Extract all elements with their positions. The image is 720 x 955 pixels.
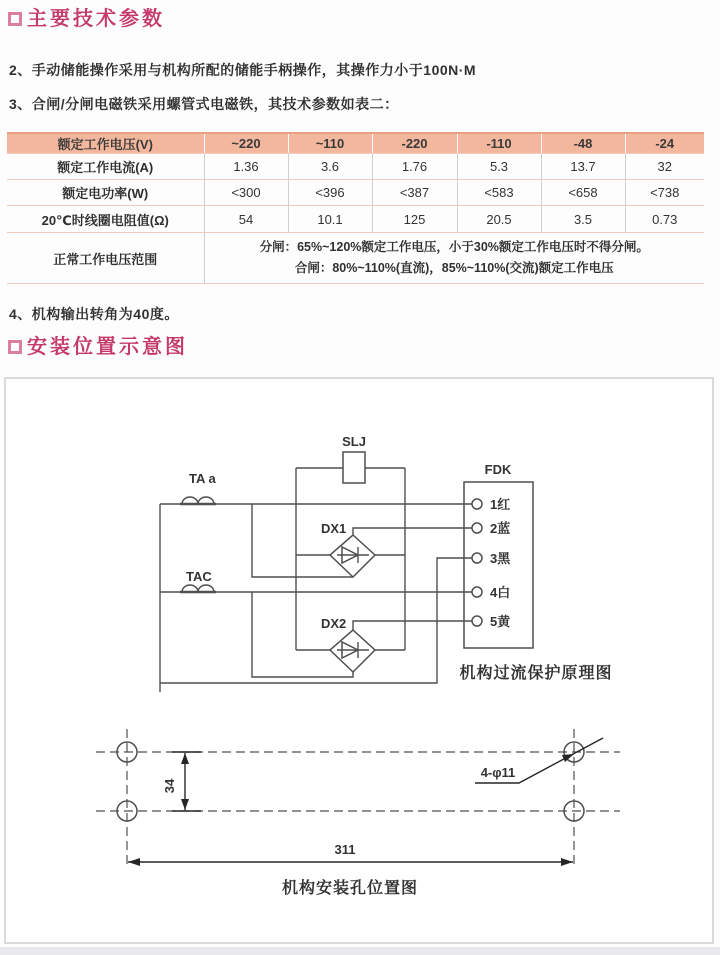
cell: <738 [625, 180, 704, 206]
section-square-icon [8, 12, 22, 26]
cell: <658 [541, 180, 625, 206]
dim311-text: 311 [334, 842, 356, 857]
table-header-row [7, 133, 704, 154]
header-label: 额定工作电压(V) [7, 133, 204, 154]
voltage-range-cell [204, 233, 704, 284]
circuit-diagram [160, 434, 613, 692]
terminal-1-label: 1红 [490, 497, 511, 512]
cell: 5.3 [457, 154, 541, 180]
paragraph-item-2: 2、手动储能操作采用与机构所配的储能手柄操作，其操作力小于100N·M [9, 62, 477, 78]
dx1-label: DX1 [321, 521, 347, 536]
section-title-install [8, 336, 188, 358]
section-square-icon [8, 340, 22, 354]
row-label: 额定电功率(W) [7, 180, 204, 206]
table-row [7, 180, 704, 206]
header-value: -48 [541, 133, 625, 154]
terminal-3 [472, 553, 482, 563]
range-line-open: 分闸：65%~120%额定工作电压，小于30%额定工作电压时不得分闸。 [259, 240, 649, 254]
wire-dx1-bottom [252, 504, 353, 577]
terminal-5-label: 5黄 [490, 614, 511, 629]
dx2-bridge [330, 630, 375, 672]
range-line-close: 合闸：80%~110%(直流)，85%~110%(交流)额定工作电压 [294, 261, 614, 275]
cell: 1.36 [204, 154, 288, 180]
cell: <583 [457, 180, 541, 206]
paragraph-item-4: 4、机构输出转角为40度。 [9, 306, 179, 322]
terminal-5 [472, 616, 482, 626]
terminal-1 [472, 499, 482, 509]
section-title-tech-params [8, 8, 165, 30]
slj-label: SLJ [342, 434, 366, 449]
cell: 32 [625, 154, 704, 180]
cell: <300 [204, 180, 288, 206]
terminal-2-label: 2蓝 [490, 521, 511, 536]
cell: 3.6 [288, 154, 372, 180]
dim34-text: 34 [162, 778, 177, 794]
slj-relay-box [343, 452, 365, 483]
circuit-caption: 机构过流保护原理图 [459, 665, 613, 682]
terminal-3-label: 3黑 [490, 551, 511, 566]
row-label: 正常工作电压范围 [7, 233, 204, 284]
page-bottom-strip [0, 947, 720, 955]
wire-dx1-to-terminal2 [353, 528, 472, 535]
dx1-bridge [330, 535, 375, 577]
header-value: ~220 [204, 133, 288, 154]
table-row [7, 154, 704, 180]
paragraph-item-3: 3、合闸/分闸电磁铁采用螺管式电磁铁，其技术参数如表二： [9, 96, 399, 112]
cell: 20.5 [457, 206, 541, 233]
ta-label: TA a [189, 471, 216, 486]
dim34-arrow-up [181, 753, 189, 764]
row-label: 20℃时线圈电阻值(Ω) [7, 206, 204, 233]
cell: <387 [372, 180, 457, 206]
cell: 54 [204, 206, 288, 233]
fdk-label: FDK [484, 462, 512, 477]
mounting-hole-diagram [96, 729, 620, 897]
cell: 1.76 [372, 154, 457, 180]
dim311-arrow-right [561, 858, 573, 866]
cell: 10.1 [288, 206, 372, 233]
section-title-text: 主要技术参数 [27, 8, 165, 30]
row-label: 额定工作电流(A) [7, 154, 204, 180]
dim34-arrow-down [181, 799, 189, 810]
header-value: -24 [625, 133, 704, 154]
terminal-4-label: 4白 [490, 585, 511, 600]
header-value: -110 [457, 133, 541, 154]
mounting-caption: 机构安装孔位置图 [281, 880, 419, 897]
tech-params-table [7, 132, 704, 284]
tac-label: TAC [186, 569, 212, 584]
wire-dx2-bottom [252, 592, 353, 677]
wire-dx2-to-terminal5 [353, 621, 472, 630]
terminal-4 [472, 587, 482, 597]
terminal-2 [472, 523, 482, 533]
table-row [7, 206, 704, 233]
voltage-range-row [7, 233, 704, 284]
cell: 125 [372, 206, 457, 233]
hole-spec-text: 4-φ11 [480, 765, 516, 780]
header-value: -220 [372, 133, 457, 154]
cell: 13.7 [541, 154, 625, 180]
installation-diagrams [4, 377, 714, 944]
cell: 3.5 [541, 206, 625, 233]
cell: 0.73 [625, 206, 704, 233]
dim311-arrow-left [128, 858, 140, 866]
section-title-text: 安装位置示意图 [27, 336, 188, 358]
header-value: ~110 [288, 133, 372, 154]
dx2-label: DX2 [321, 616, 347, 631]
cell: <396 [288, 180, 372, 206]
